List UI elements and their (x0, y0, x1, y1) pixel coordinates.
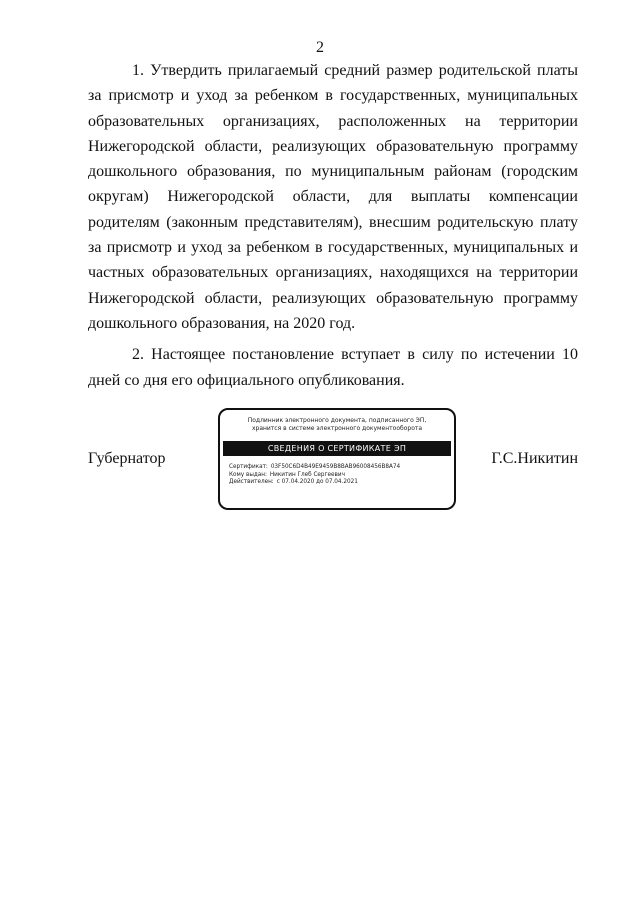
certificate-value: 03F50C6D4B49E9459B8BAB96008456B8A74 (270, 464, 401, 470)
valid-label: Действителен: (229, 479, 274, 486)
signer-title: Губернатор (88, 450, 166, 467)
signature-row (88, 408, 578, 514)
valid-row (229, 479, 445, 487)
document-body (88, 58, 578, 393)
stamp-note (228, 417, 446, 432)
certificate-row (229, 464, 445, 472)
issued-to-label: Кому выдан: (229, 471, 267, 478)
valid-value: с 07.04.2020 до 07.04.2021 (276, 479, 358, 486)
electronic-signature-stamp (218, 408, 456, 510)
signer-name: Г.С.Никитин (491, 450, 578, 467)
stamp-note-line: хранится в системе электронного документооборота (251, 424, 423, 432)
paragraph-effective-date: 2. Настоящее постановление вступает в силу по истечении 10 дней со дня его официального опубликования. (88, 346, 578, 389)
paragraph-approve: 1. Утвердить прилагаемый средний размер родительской платы за присмотр и уход за ребенком в государственных, муниципальных образовательных организациях, расположенных на территории Нижегородской области, реализующих образовательную программу дошкольного образования, по муниципальным районам (городским округам) Нижегородской области, для выплаты компенсации родителям (законным представителям), внесшим родительскую плату за присмотр и уход за ребенком в государственных, муниципальных и частных образовательных организациях, находящихся на территории Нижегородской области, реализующих образовательную программу дошкольного образования, на 2020 год. (88, 62, 578, 332)
certificate-label: Сертификат: (229, 464, 268, 470)
page-number: 2 (316, 39, 324, 56)
stamp-header: СВЕДЕНИЯ О СЕРТИФИКАТЕ ЭП (223, 441, 451, 456)
stamp-note-line: Подлинник электронного документа, подписанного ЭП, (247, 417, 427, 424)
issued-to-value: Никитин Глеб Сергеевич (269, 471, 345, 478)
stamp-details (229, 464, 445, 487)
